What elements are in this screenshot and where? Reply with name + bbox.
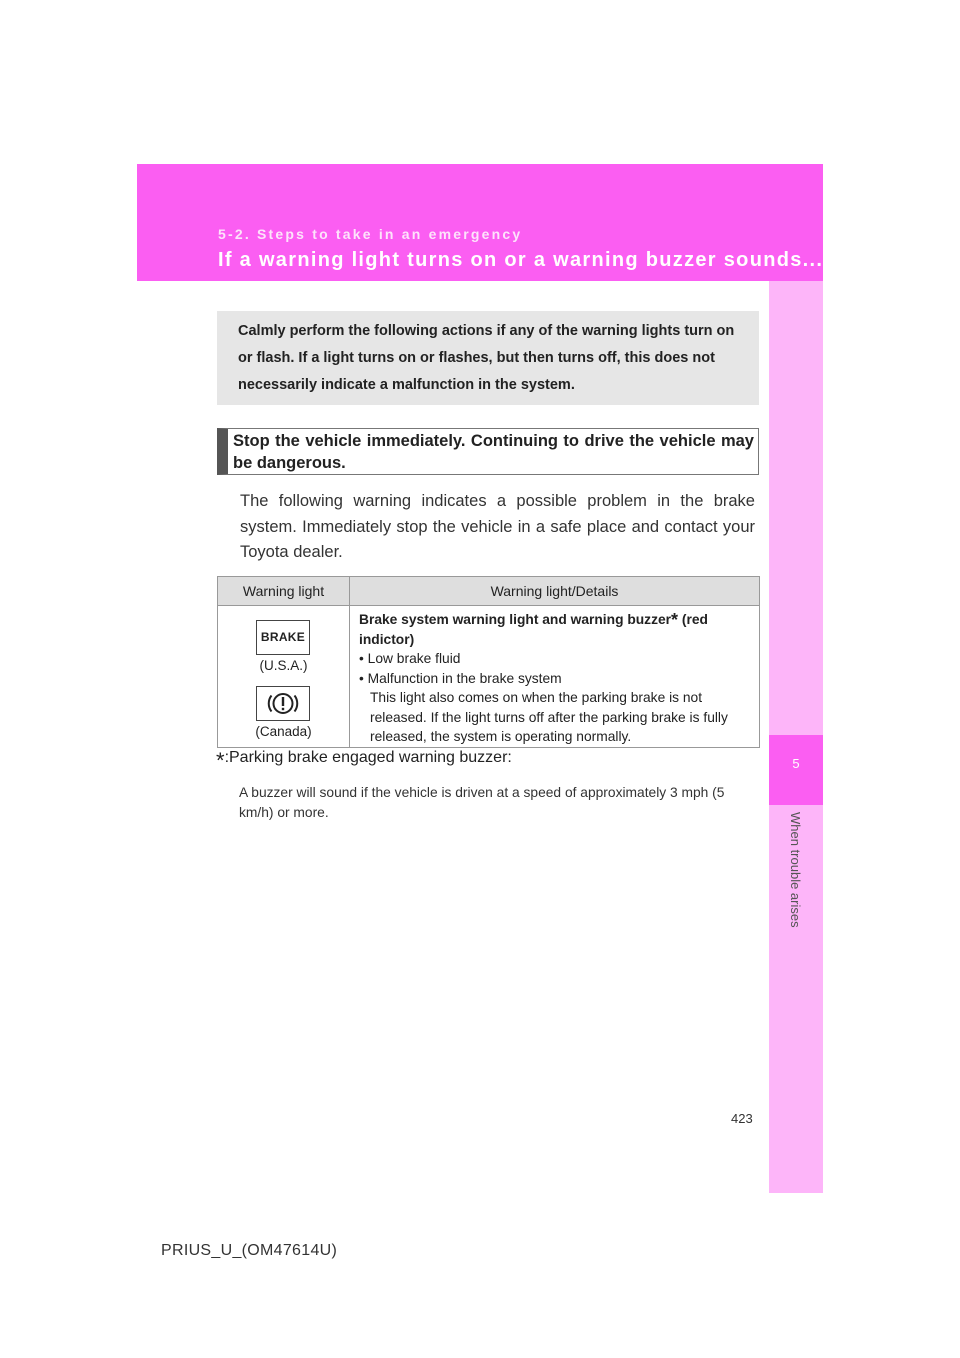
- region-label-canada: (Canada): [255, 724, 312, 739]
- table-row: [218, 606, 760, 748]
- list-item: • Malfunction in the brake system: [359, 670, 562, 686]
- region-label-usa: (U.S.A.): [259, 658, 308, 673]
- footnote-text: A buzzer will sound if the vehicle is driven at a speed of approximately 3 mph (5 km/h) or more.: [239, 785, 725, 820]
- list-item: • Low brake fluid: [359, 651, 461, 666]
- chapter-title: When trouble arises: [788, 812, 803, 928]
- chapter-number: 5: [792, 756, 800, 771]
- table-header-row: [218, 577, 760, 606]
- detail-title-text: Brake system warning light and warning buzzer: [359, 612, 672, 627]
- warning-light-icons-cell: [218, 606, 350, 748]
- warning-heading: Stop the vehicle immediately. Continuing to drive the vehicle may be dangerous.: [233, 432, 754, 472]
- intro-text: Calmly perform the following actions if any of the warning lights turn on or flash. If a light turns on or flashes, but then turns off, this does not necessarily indicate a malfunction in the system.: [238, 323, 735, 393]
- detail-title-suffix: (red indictor): [359, 612, 708, 647]
- chapter-title-vertical: [789, 812, 803, 944]
- table-header-cell: Warning light/Details: [350, 577, 760, 606]
- document-code: PRIUS_U_(OM47614U): [161, 1242, 338, 1259]
- warning-light-table: [217, 576, 760, 748]
- footnote-label: :Parking brake engaged warning buzzer:: [224, 749, 512, 766]
- brake-exclamation-icon: [256, 686, 310, 721]
- detail-note: This light also comes on when the parking brake is not released. If the light turns off after the parking brake is fully released, the system is operating normally.: [370, 690, 728, 744]
- asterisk-marker: *: [671, 610, 679, 630]
- footnote-marker: *: [216, 748, 225, 773]
- section-label: 5-2. Steps to take in an emergency: [218, 226, 523, 242]
- warning-details-cell: [350, 606, 760, 748]
- brake-warning-icon: BRAKE: [256, 620, 310, 655]
- page-number: 423: [731, 1111, 753, 1126]
- body-paragraph: The following warning indicates a possible problem in the brake system. Immediately stop the vehicle in a safe place and contact your Toyota dealer.: [240, 492, 755, 561]
- table-header-cell: Warning light: [218, 577, 350, 606]
- detail-title: [359, 610, 753, 649]
- footnote-heading: [216, 748, 512, 773]
- page-heading: If a warning light turns on or a warning buzzer sounds...: [218, 249, 824, 271]
